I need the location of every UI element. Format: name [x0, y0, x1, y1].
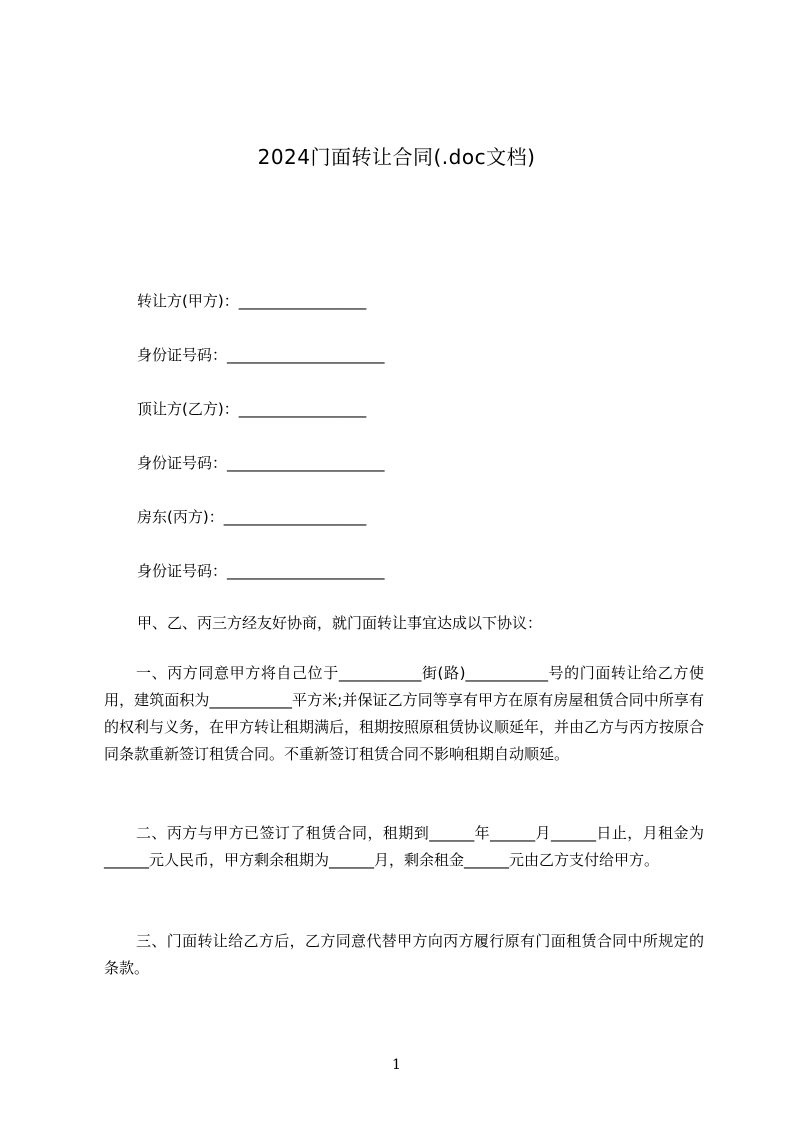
agreement-intro: 甲、乙、丙三方经友好协商，就门面转让事宜达成以下协议： [137, 614, 543, 632]
field-transferee-id: 身份证号码：_____________________ [137, 454, 385, 472]
field-landlord: 房东(丙方)：___________________ [137, 508, 367, 526]
field-transferor-id: 身份证号码：_____________________ [137, 346, 385, 364]
page-number: 1 [392, 1057, 401, 1073]
field-transferor: 转让方(甲方)：_________________ [137, 292, 367, 310]
clause-2: 二、丙方与甲方已签订了租赁合同，租期到______年______月______日止，月租金为______元人民币，甲方剩余租期为______月，剩余租金______元由乙方支付给甲方。 [104, 824, 704, 869]
clause-1: 一、丙方同意甲方将自己位于___________街(路)___________号的门面转让给乙方使用，建筑面积为___________平方米;并保证乙方同等享有甲方在原有房屋租赁合同中所享有的权利与义务，在甲方转让租期满后，租期按照原租赁协议顺延年，并由乙方与丙方按原合同条款重新签订租赁合同。不重新签订租赁合同不影响租期自动顺延。 [104, 664, 705, 763]
field-transferee: 顶让方(乙方)：_________________ [137, 400, 367, 418]
field-landlord-id: 身份证号码：_____________________ [137, 562, 385, 580]
clause-3: 三、门面转让给乙方后，乙方同意代替甲方向丙方履行原有门面租赁合同中所规定的条款。 [104, 932, 704, 977]
document-title: 2024门面转让合同(.doc文档) [257, 145, 536, 169]
